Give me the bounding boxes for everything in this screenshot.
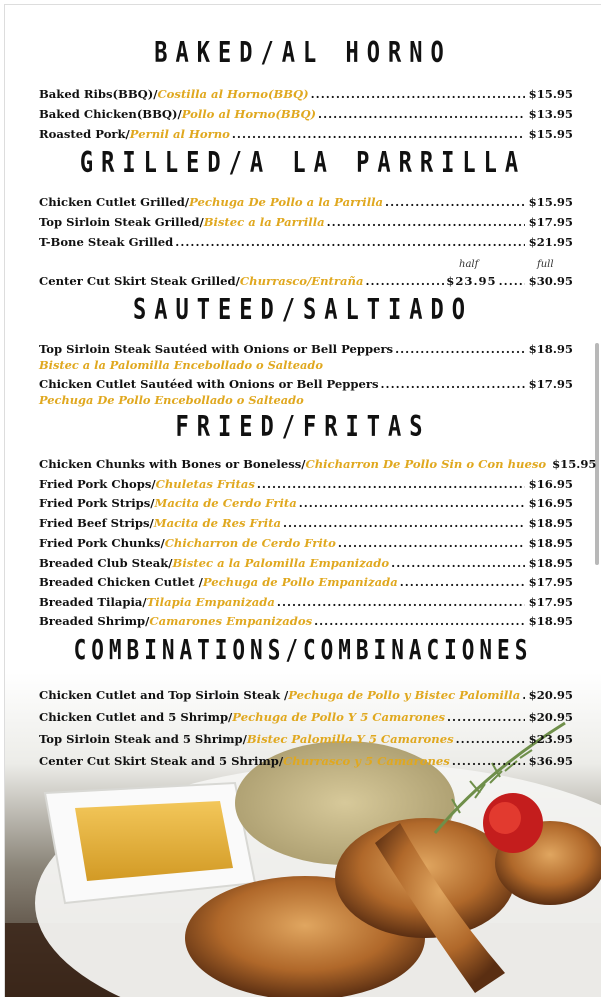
menu-item: T-Bone Steak Grilled ..... $21.95 bbox=[39, 235, 573, 252]
section-title-combinations: COMBINATIONS/COMBINACIONES bbox=[73, 634, 533, 666]
section-title-fried: FRIED/FRITAS bbox=[175, 411, 431, 444]
menu-item: Chicken Cutlet Sautéed with Onions or Bell Peppers ..... $17.95 bbox=[39, 377, 573, 394]
menu-item: Fried Pork Chunks/ Chicharron de Cerdo Frito ..... $18.95 bbox=[39, 536, 573, 553]
menu-item: Breaded Chicken Cutlet / Pechuga de Pollo Empanizada ..... $17.95 bbox=[39, 575, 573, 592]
menu-item: Top Sirloin Steak and 5 Shrimp/ Bistec Palomilla Y 5 Camarones ..... $23.95 bbox=[39, 732, 573, 749]
menu-item: Chicken Cutlet and 5 Shrimp/ Pechuga de Pollo Y 5 Camarones ..... $20.95 bbox=[39, 710, 573, 727]
menu-item: Fried Pork Chops/ Chuletas Fritas ..... $16.95 bbox=[39, 477, 573, 494]
menu-item: Breaded Tilapia/ Tilapia Empanizada ..... $17.95 bbox=[39, 595, 573, 612]
menu-item: Breaded Shrimp/ Camarones Empanizados ..... $18.95 bbox=[39, 614, 573, 631]
menu-item: Top Sirloin Steak Sautéed with Onions or Bell Peppers ..... $18.95 bbox=[39, 342, 573, 359]
menu-item: Chicken Cutlet and Top Sirloin Steak / Pechuga de Pollo y Bistec Palomilla ..... $20.95 bbox=[39, 688, 573, 705]
menu-item: Breaded Club Steak/ Bistec a la Palomilla Empanizado ..... $18.95 bbox=[39, 556, 573, 573]
section-title-sauteed: SAUTEED/SALTIADO bbox=[133, 294, 473, 327]
scrollbar[interactable] bbox=[595, 343, 599, 565]
menu-item-subtitle: Bistec a la Palomilla Encebollado o Salteado bbox=[39, 358, 323, 372]
menu-item: Baked Ribs(BBQ)/ Costilla al Horno(BBQ) ..... $15.95 bbox=[39, 87, 573, 104]
menu-page bbox=[4, 4, 601, 997]
menu-item: Baked Chicken(BBQ)/ Pollo al Horno(BBQ) ..... $13.95 bbox=[39, 107, 573, 124]
section-title-grilled: GRILLED/A LA PARRILLA bbox=[79, 147, 527, 180]
menu-item: Roasted Pork/ Pernil al Horno ..... $15.95 bbox=[39, 127, 573, 144]
menu-item: Top Sirloin Steak Grilled/ Bistec a la Parrilla ..... $17.95 bbox=[39, 215, 573, 232]
menu-item: Center Cut Skirt Steak Grilled/ Churrasco/Entraña ..... $23.95 ..... $30.95 bbox=[39, 274, 573, 291]
menu-item: Chicken Chunks with Bones or Boneless/ Chicharron De Pollo Sin o Con hueso $15.95 bbox=[39, 457, 597, 471]
half-label: half bbox=[459, 259, 479, 270]
menu-item: Fried Beef Strips/ Macita de Res Frita ..... $18.95 bbox=[39, 516, 573, 533]
menu-item: Center Cut Skirt Steak and 5 Shrimp/ Churrasco y 5 Camarones ..... $36.95 bbox=[39, 754, 573, 771]
full-label: full bbox=[537, 259, 554, 270]
menu-item-subtitle: Pechuga De Pollo Encebollado o Salteado bbox=[39, 393, 304, 407]
section-title-baked: BAKED/AL HORNO bbox=[154, 37, 452, 70]
menu-item: Fried Pork Strips/ Macita de Cerdo Frita ..... $16.95 bbox=[39, 496, 573, 513]
menu-item: Chicken Cutlet Grilled/ Pechuga De Pollo a la Parrilla ..... $15.95 bbox=[39, 195, 573, 212]
